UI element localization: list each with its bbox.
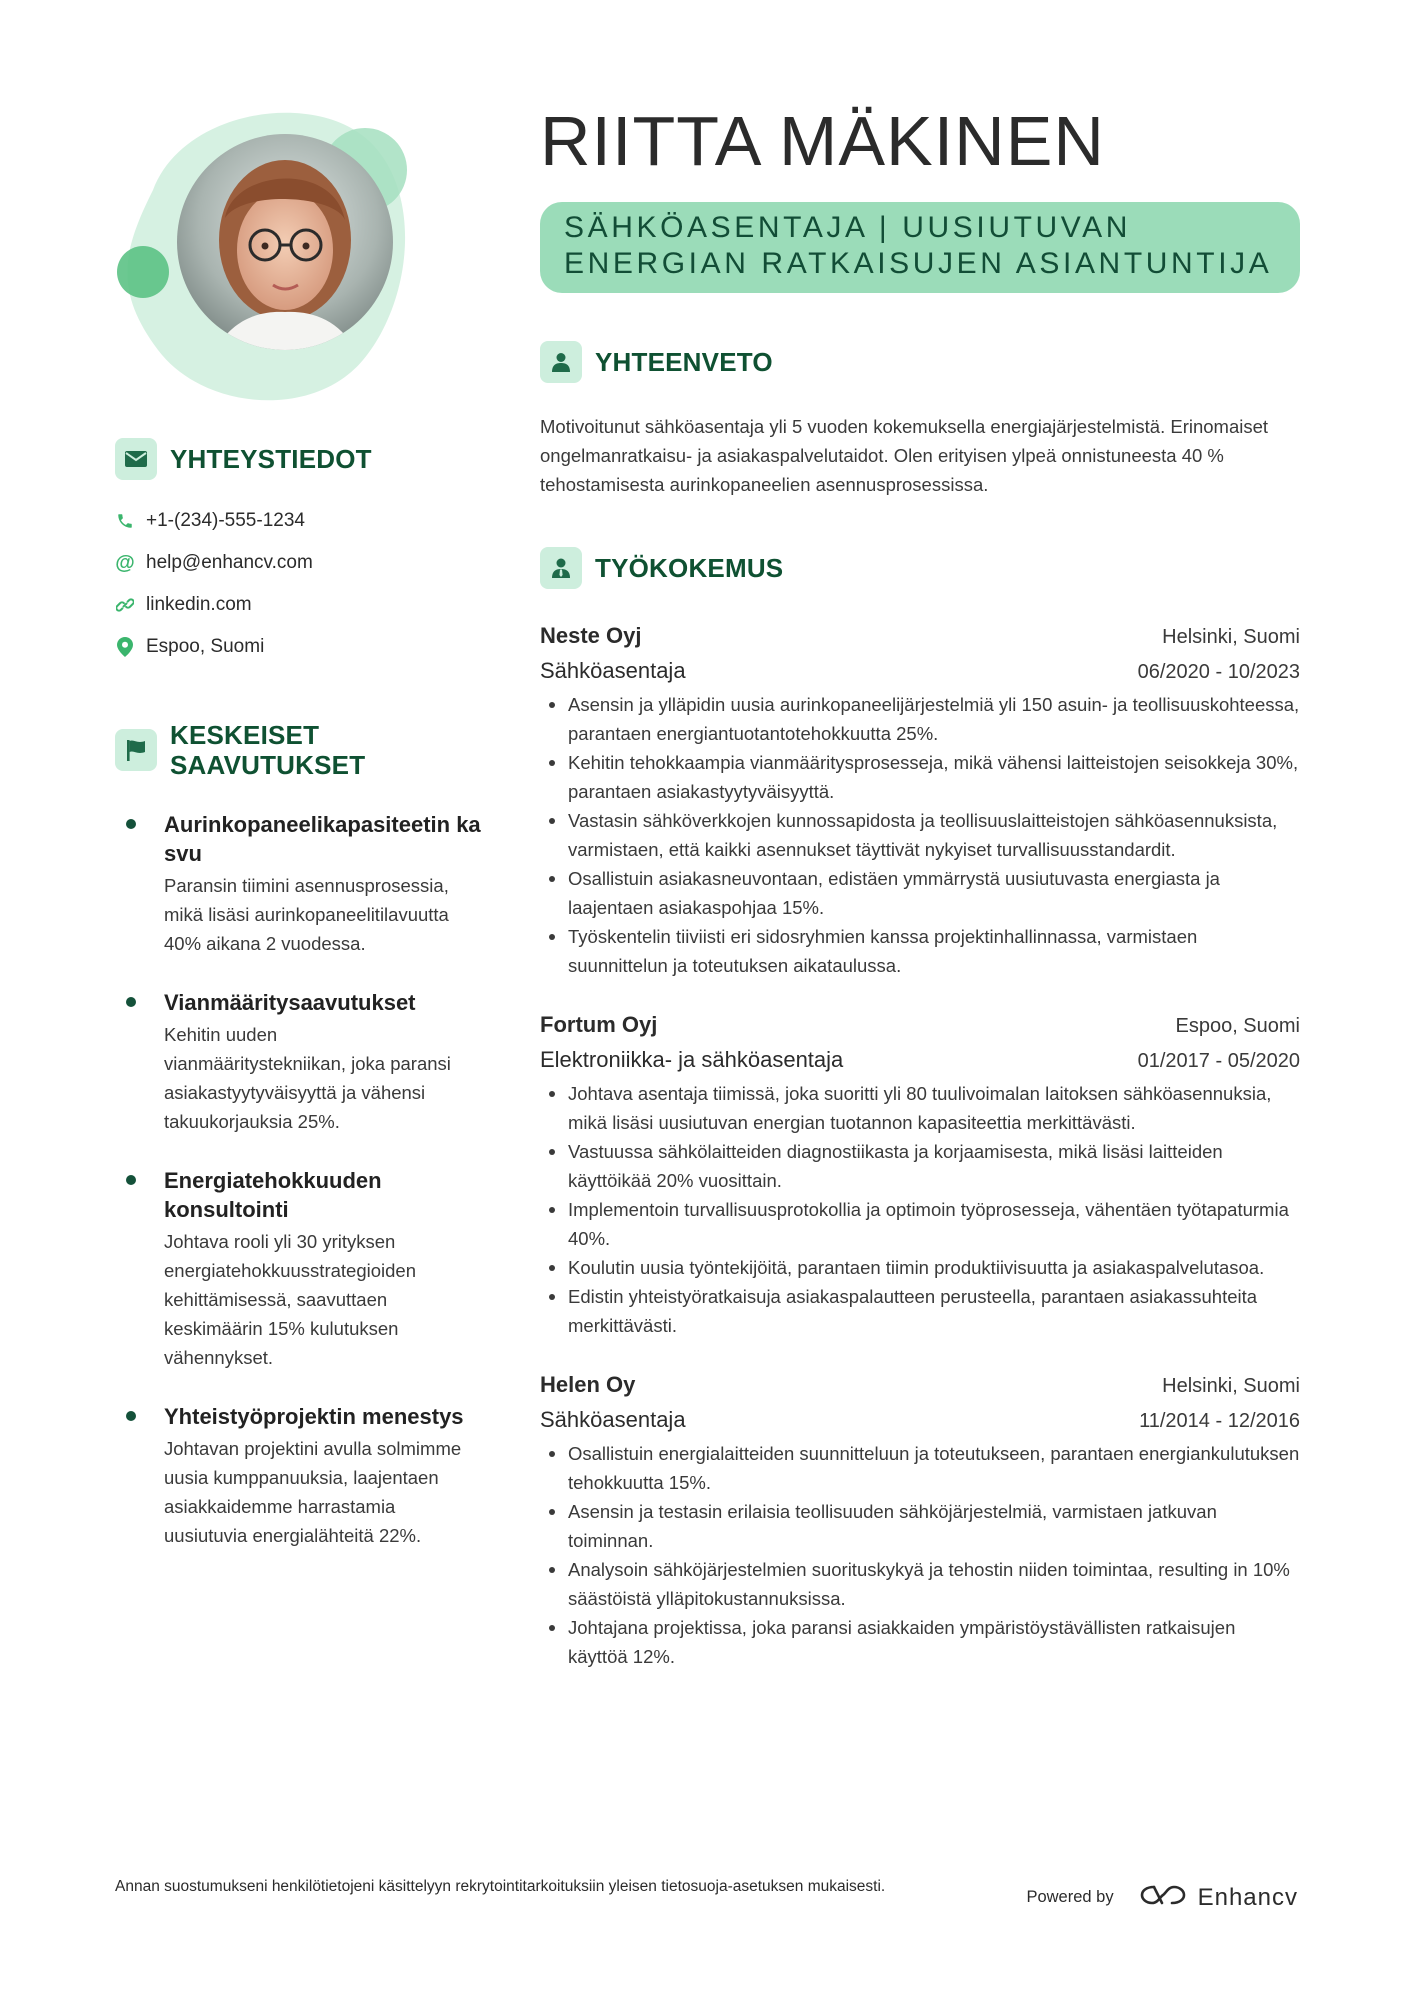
- job-bullets: [540, 1439, 1300, 1671]
- achievement-item: [115, 810, 481, 958]
- candidate-name: RIITTA MÄKINEN: [540, 102, 1105, 180]
- consent-note: Annan suostumukseni henkilötietojeni käsittelyyn rekrytointitarkoituksiin yleisen tietosuoja-asetuksen mukaisesti.: [115, 1878, 886, 1895]
- achievement-description: Johtava rooli yli 30 yrityksen energiatehokkuusstrategioiden kehittämisessä, saavuttaen keskimäärin 15% kulutuksen vähennykset.: [164, 1231, 416, 1368]
- job-role: Sähköasentaja: [540, 1407, 686, 1432]
- enhancv-logo-icon: [1140, 1883, 1186, 1912]
- job-header: [540, 1368, 1300, 1403]
- experience-title: TYÖKOKEMUS: [595, 553, 784, 583]
- contact-section: [115, 438, 475, 668]
- achievements-list: [115, 810, 481, 1550]
- powered-by[interactable]: [1026, 1883, 1298, 1912]
- job-bullet: Vastuussa sähkölaitteiden diagnostiikasta ja korjaamisesta, mikä lisäsi laitteiden käyttöikää 20% vuosittain.: [540, 1137, 1300, 1195]
- contact-heading: [115, 438, 475, 480]
- job-location: Helsinki, Suomi: [1162, 1375, 1300, 1397]
- achievements-title: KESKEISET SAAVUTUKSET: [170, 720, 366, 780]
- job-bullets: [540, 690, 1300, 980]
- phone-icon: [115, 511, 135, 531]
- job-location: Helsinki, Suomi: [1162, 626, 1300, 648]
- experience-section: [540, 547, 1300, 1671]
- at-icon: @: [115, 551, 135, 574]
- job-dates: 11/2014 - 12/2016: [1139, 1410, 1300, 1432]
- job-bullet: Analysoin sähköjärjestelmien suorituskykyä ja tehostin niiden toimintaa, resulting in 10% säästöistä ylläpitokustannuksissa.: [540, 1555, 1300, 1613]
- job-bullet: Koulutin uusia työntekijöitä, parantaen tiimin produktiivisuutta ja asiakaspalvelutasoa.: [540, 1253, 1300, 1282]
- achievement-item: [115, 988, 475, 1136]
- bullet-dot: [126, 997, 136, 1007]
- job-bullet: Johtajana projektissa, joka paransi asiakkaiden ympäristöystävällisten ratkaisujen käyttöä 12%.: [540, 1613, 1300, 1671]
- job-bullets: [540, 1079, 1300, 1340]
- achievements-heading: [115, 720, 475, 780]
- location-text: Espoo, Suomi: [146, 636, 265, 657]
- bullet-dot: [126, 1175, 136, 1185]
- job-bullet: Johtava asentaja tiimissä, joka suoritti yli 80 tuulivoimalan laitoksen sähköasennuksia, mikä lisäsi uusiutuvan energian tuotannon kapasiteettia merkittävästi.: [540, 1079, 1300, 1137]
- contact-list: [115, 500, 475, 668]
- job-bullet: Edistin yhteistyöratkaisuja asiakaspalautteen perusteella, parantaen asiakassuhteita merkittävästi.: [540, 1282, 1300, 1340]
- job-bullet: Implementoin turvallisuusprotokollia ja optimoin työprosesseja, vähentäen työtapaturmia 40%.: [540, 1195, 1300, 1253]
- achievement-item: [115, 1402, 475, 1550]
- job-bullet: Asensin ja testasin erilaisia teollisuuden sähköjärjestelmiä, varmistaen jatkuvan toiminnan.: [540, 1497, 1300, 1555]
- achievement-title: Yhteistyöprojektin menestys: [164, 1404, 464, 1429]
- achievement-description: Paransin tiimini asennusprosessia, mikä lisäsi aurinkopaneelitilavuutta 40% aikana 2 vuodessa.: [164, 875, 449, 954]
- company-name: Neste Oyj: [540, 623, 642, 648]
- headline-banner: SÄHKÖASENTAJA | UUSIUTUVAN ENERGIAN RATKAISUJEN ASIANTUNTIJA: [540, 202, 1300, 293]
- profile-photo: [113, 100, 423, 410]
- achievement-title: Energiatehokkuuden konsultointi: [164, 1168, 382, 1222]
- powered-by-label: Powered by: [1026, 1888, 1114, 1906]
- contact-linkedin[interactable]: [115, 584, 475, 626]
- summary-section: [540, 341, 1300, 499]
- job-entry: [540, 1368, 1300, 1671]
- job-header: [540, 619, 1300, 654]
- main-column: [540, 98, 1300, 1671]
- contact-location: [115, 626, 475, 668]
- job-entry: [540, 1008, 1300, 1340]
- summary-heading: [540, 341, 1300, 383]
- brand-name: Enhancv: [1197, 1883, 1298, 1911]
- user-icon: [540, 341, 582, 383]
- job-location: Espoo, Suomi: [1175, 1015, 1300, 1037]
- bullet-dot: [126, 819, 136, 829]
- email-text: help@enhancv.com: [146, 552, 313, 573]
- summary-title: YHTEENVETO: [595, 347, 773, 377]
- summary-text: Motivoitunut sähköasentaja yli 5 vuoden kokemuksella energiajärjestelmistä. Erinomaiset ongelmanratkaisu- ja asiakaspalvelutaidot. Olen erityisen ylpeä onnistuneesta 40 % tehostamisesta aurinkopaneelien asennusprosessissa.: [540, 416, 1269, 495]
- job-role: Elektroniikka- ja sähköasentaja: [540, 1047, 844, 1072]
- job-role: Sähköasentaja: [540, 658, 686, 683]
- job-entry: [540, 619, 1300, 980]
- job-bullet: Osallistuin energialaitteiden suunnitteluun ja toteutukseen, parantaen energiankulutuksen tehokkuutta 15%.: [540, 1439, 1300, 1497]
- job-header: [540, 1008, 1300, 1043]
- phone-text: +1-(234)-555-1234: [146, 510, 305, 531]
- job-bullet: Osallistuin asiakasneuvontaan, edistäen ymmärrystä uusiutuvasta energiasta ja laajentaen asiakaspohjaa 15%.: [540, 864, 1300, 922]
- job-dates: 06/2020 - 10/2023: [1137, 661, 1300, 683]
- achievement-title: Aurinkopaneelikapasiteetin kasvu: [164, 812, 481, 866]
- job-bullet: Kehitin tehokkaampia vianmääritysprosesseja, mikä vähensi laitteistojen seisokkeja 30%, parantaen asiakastyytyväisyyttä.: [540, 748, 1300, 806]
- achievement-description: Johtavan projektini avulla solmimme uusia kumppanuuksia, laajentaen asiakkaidemme harrastamia uusiutuvia energialähteitä 22%.: [164, 1438, 462, 1546]
- flag-icon: [115, 729, 157, 771]
- contact-phone[interactable]: [115, 500, 475, 542]
- envelope-icon: [115, 438, 157, 480]
- achievement-title: Vianmääritysaavutukset: [164, 990, 416, 1015]
- job-subheader: [540, 654, 1300, 689]
- achievement-description: Kehitin uuden vianmääritystekniikan, joka paransi asiakastyytyväisyyttä ja vähensi takuukorjauksia 25%.: [164, 1024, 451, 1132]
- job-dates: 01/2017 - 05/2020: [1137, 1050, 1300, 1072]
- achievements-section: [115, 720, 481, 1580]
- job-bullet: Työskentelin tiiviisti eri sidosryhmien kanssa projektinhallinnassa, varmistaen suunnittelun ja toteutuksen aikataulussa.: [540, 922, 1300, 980]
- linkedin-text: linkedin.com: [146, 594, 252, 615]
- profile-photo-graphic: [113, 100, 423, 410]
- company-name: Helen Oy: [540, 1372, 636, 1397]
- user-tie-icon: [540, 547, 582, 589]
- job-bullet: Asensin ja ylläpidin uusia aurinkopaneelijärjestelmiä yli 150 asuin- ja teollisuuskohteessa, parantaen energiantuotantotehokkuutta 25%.: [540, 690, 1300, 748]
- bullet-dot: [126, 1411, 136, 1421]
- achievement-item: [115, 1166, 475, 1372]
- experience-heading: [540, 547, 1300, 589]
- job-subheader: [540, 1403, 1300, 1438]
- link-icon: [115, 595, 135, 615]
- contact-email[interactable]: [115, 542, 475, 584]
- job-subheader: [540, 1043, 1300, 1078]
- job-bullet: Vastasin sähköverkkojen kunnossapidosta ja teollisuuslaitteistojen sähköasennuksista, varmistaen, että kaikki asennukset täyttivät nykyiset turvallisuusstandardit.: [540, 806, 1300, 864]
- company-name: Fortum Oyj: [540, 1012, 658, 1037]
- contact-title: YHTEYSTIEDOT: [170, 444, 372, 474]
- location-pin-icon: [115, 637, 135, 657]
